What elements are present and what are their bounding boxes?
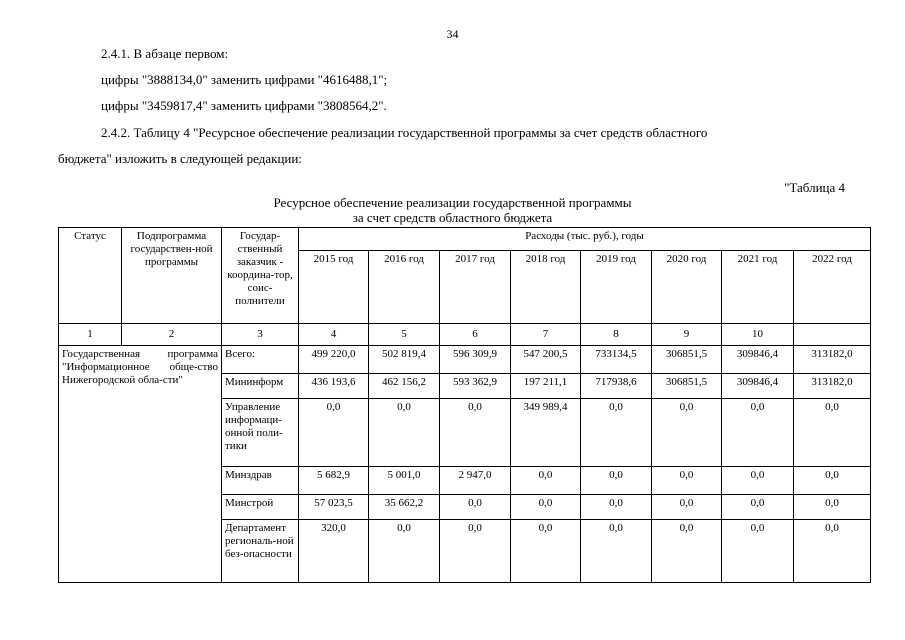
header-expenses: Расходы (тыс. руб.), годы [299,228,871,251]
paragraph-2-4-2-cont: бюджета" изложить в следующей редакции: [58,151,302,166]
row-label: Мининформ [222,374,299,399]
header-year: 2021 год [722,251,794,324]
column-number: 7 [511,324,581,346]
resource-table [58,227,871,583]
row-value: 0,0 [440,520,511,583]
header-year: 2018 год [511,251,581,324]
header-subprogram: Подпрограмма государствен-ной программы [122,228,222,324]
row-value: 309846,4 [722,346,794,374]
row-value: 0,0 [794,520,871,583]
row-value: 0,0 [369,520,440,583]
row-value: 197 211,1 [511,374,581,399]
row-label: Минстрой [222,495,299,520]
row-value: 593 362,9 [440,374,511,399]
page-number: 34 [446,27,459,41]
paragraph-2-4-1: 2.4.1. В абзаце первом: [101,46,229,61]
row-value: 0,0 [581,520,652,583]
row-value: 547 200,5 [511,346,581,374]
row-value: 0,0 [722,467,794,495]
column-number: 6 [440,324,511,346]
row-value: 5 001,0 [369,467,440,495]
row-value: 57 023,5 [299,495,369,520]
row-value: 0,0 [722,495,794,520]
row-value: 436 193,6 [299,374,369,399]
row-value: 0,0 [511,467,581,495]
row-value: 313182,0 [794,374,871,399]
row-label: Минздрав [222,467,299,495]
column-number: 5 [369,324,440,346]
row-value: 0,0 [652,520,722,583]
row-value: 733134,5 [581,346,652,374]
row-value: 0,0 [581,495,652,520]
row-value: 0,0 [440,399,511,467]
row-value: 349 989,4 [511,399,581,467]
row-value: 0,0 [369,399,440,467]
table-label: "Таблица 4 [784,180,845,195]
row-value: 0,0 [440,495,511,520]
program-name: Государственная программа "Информационное обще-ство Нижегородской обла-сти" [59,346,222,583]
header-year: 2020 год [652,251,722,324]
column-number: 4 [299,324,369,346]
column-number: 9 [652,324,722,346]
row-value: 502 819,4 [369,346,440,374]
row-value: 35 662,2 [369,495,440,520]
header-status: Статус [59,228,122,324]
row-value: 0,0 [581,467,652,495]
row-value: 0,0 [794,467,871,495]
column-number [794,324,871,346]
row-label: Всего: [222,346,299,374]
header-year: 2017 год [440,251,511,324]
paragraph-digits-2: цифры "3459817,4" заменить цифрами "3808564,2". [101,98,387,113]
column-number: 2 [122,324,222,346]
row-value: 320,0 [299,520,369,583]
row-value: 0,0 [722,399,794,467]
paragraph-2-4-2: 2.4.2. Таблицу 4 "Ресурсное обеспечение реализации государственной программы за счет средств областного [101,125,708,140]
row-value: 462 156,2 [369,374,440,399]
row-value: 5 682,9 [299,467,369,495]
header-customer: Государ-ственный заказчик - координа-тор, соис-полнители [222,228,299,324]
row-value: 499 220,0 [299,346,369,374]
paragraph-digits-1: цифры "3888134,0" заменить цифрами "4616488,1"; [101,72,388,87]
table-title-line-1: Ресурсное обеспечение реализации государственной программы [273,195,632,210]
row-value: 313182,0 [794,346,871,374]
column-number: 10 [722,324,794,346]
header-year: 2015 год [299,251,369,324]
row-value: 0,0 [511,495,581,520]
row-value: 0,0 [794,495,871,520]
row-value: 306851,5 [652,346,722,374]
column-number: 8 [581,324,652,346]
column-number-row [59,324,871,346]
row-label: Департамент региональ-ной без-опасности [222,520,299,583]
header-year: 2016 год [369,251,440,324]
row-value: 717938,6 [581,374,652,399]
header-year: 2022 год [794,251,871,324]
row-value: 309846,4 [722,374,794,399]
column-number: 1 [59,324,122,346]
header-year: 2019 год [581,251,652,324]
row-value: 0,0 [722,520,794,583]
row-value: 306851,5 [652,374,722,399]
table-row [59,346,871,374]
row-value: 0,0 [299,399,369,467]
row-value: 0,0 [652,495,722,520]
row-value: 0,0 [581,399,652,467]
row-value: 596 309,9 [440,346,511,374]
row-label: Управление информаци-онной поли-тики [222,399,299,467]
row-value: 0,0 [511,520,581,583]
row-value: 0,0 [652,399,722,467]
header-row [59,228,871,251]
table-title-line-2: за счет средств областного бюджета [352,210,553,225]
row-value: 0,0 [652,467,722,495]
row-value: 2 947,0 [440,467,511,495]
column-number: 3 [222,324,299,346]
row-value: 0,0 [794,399,871,467]
